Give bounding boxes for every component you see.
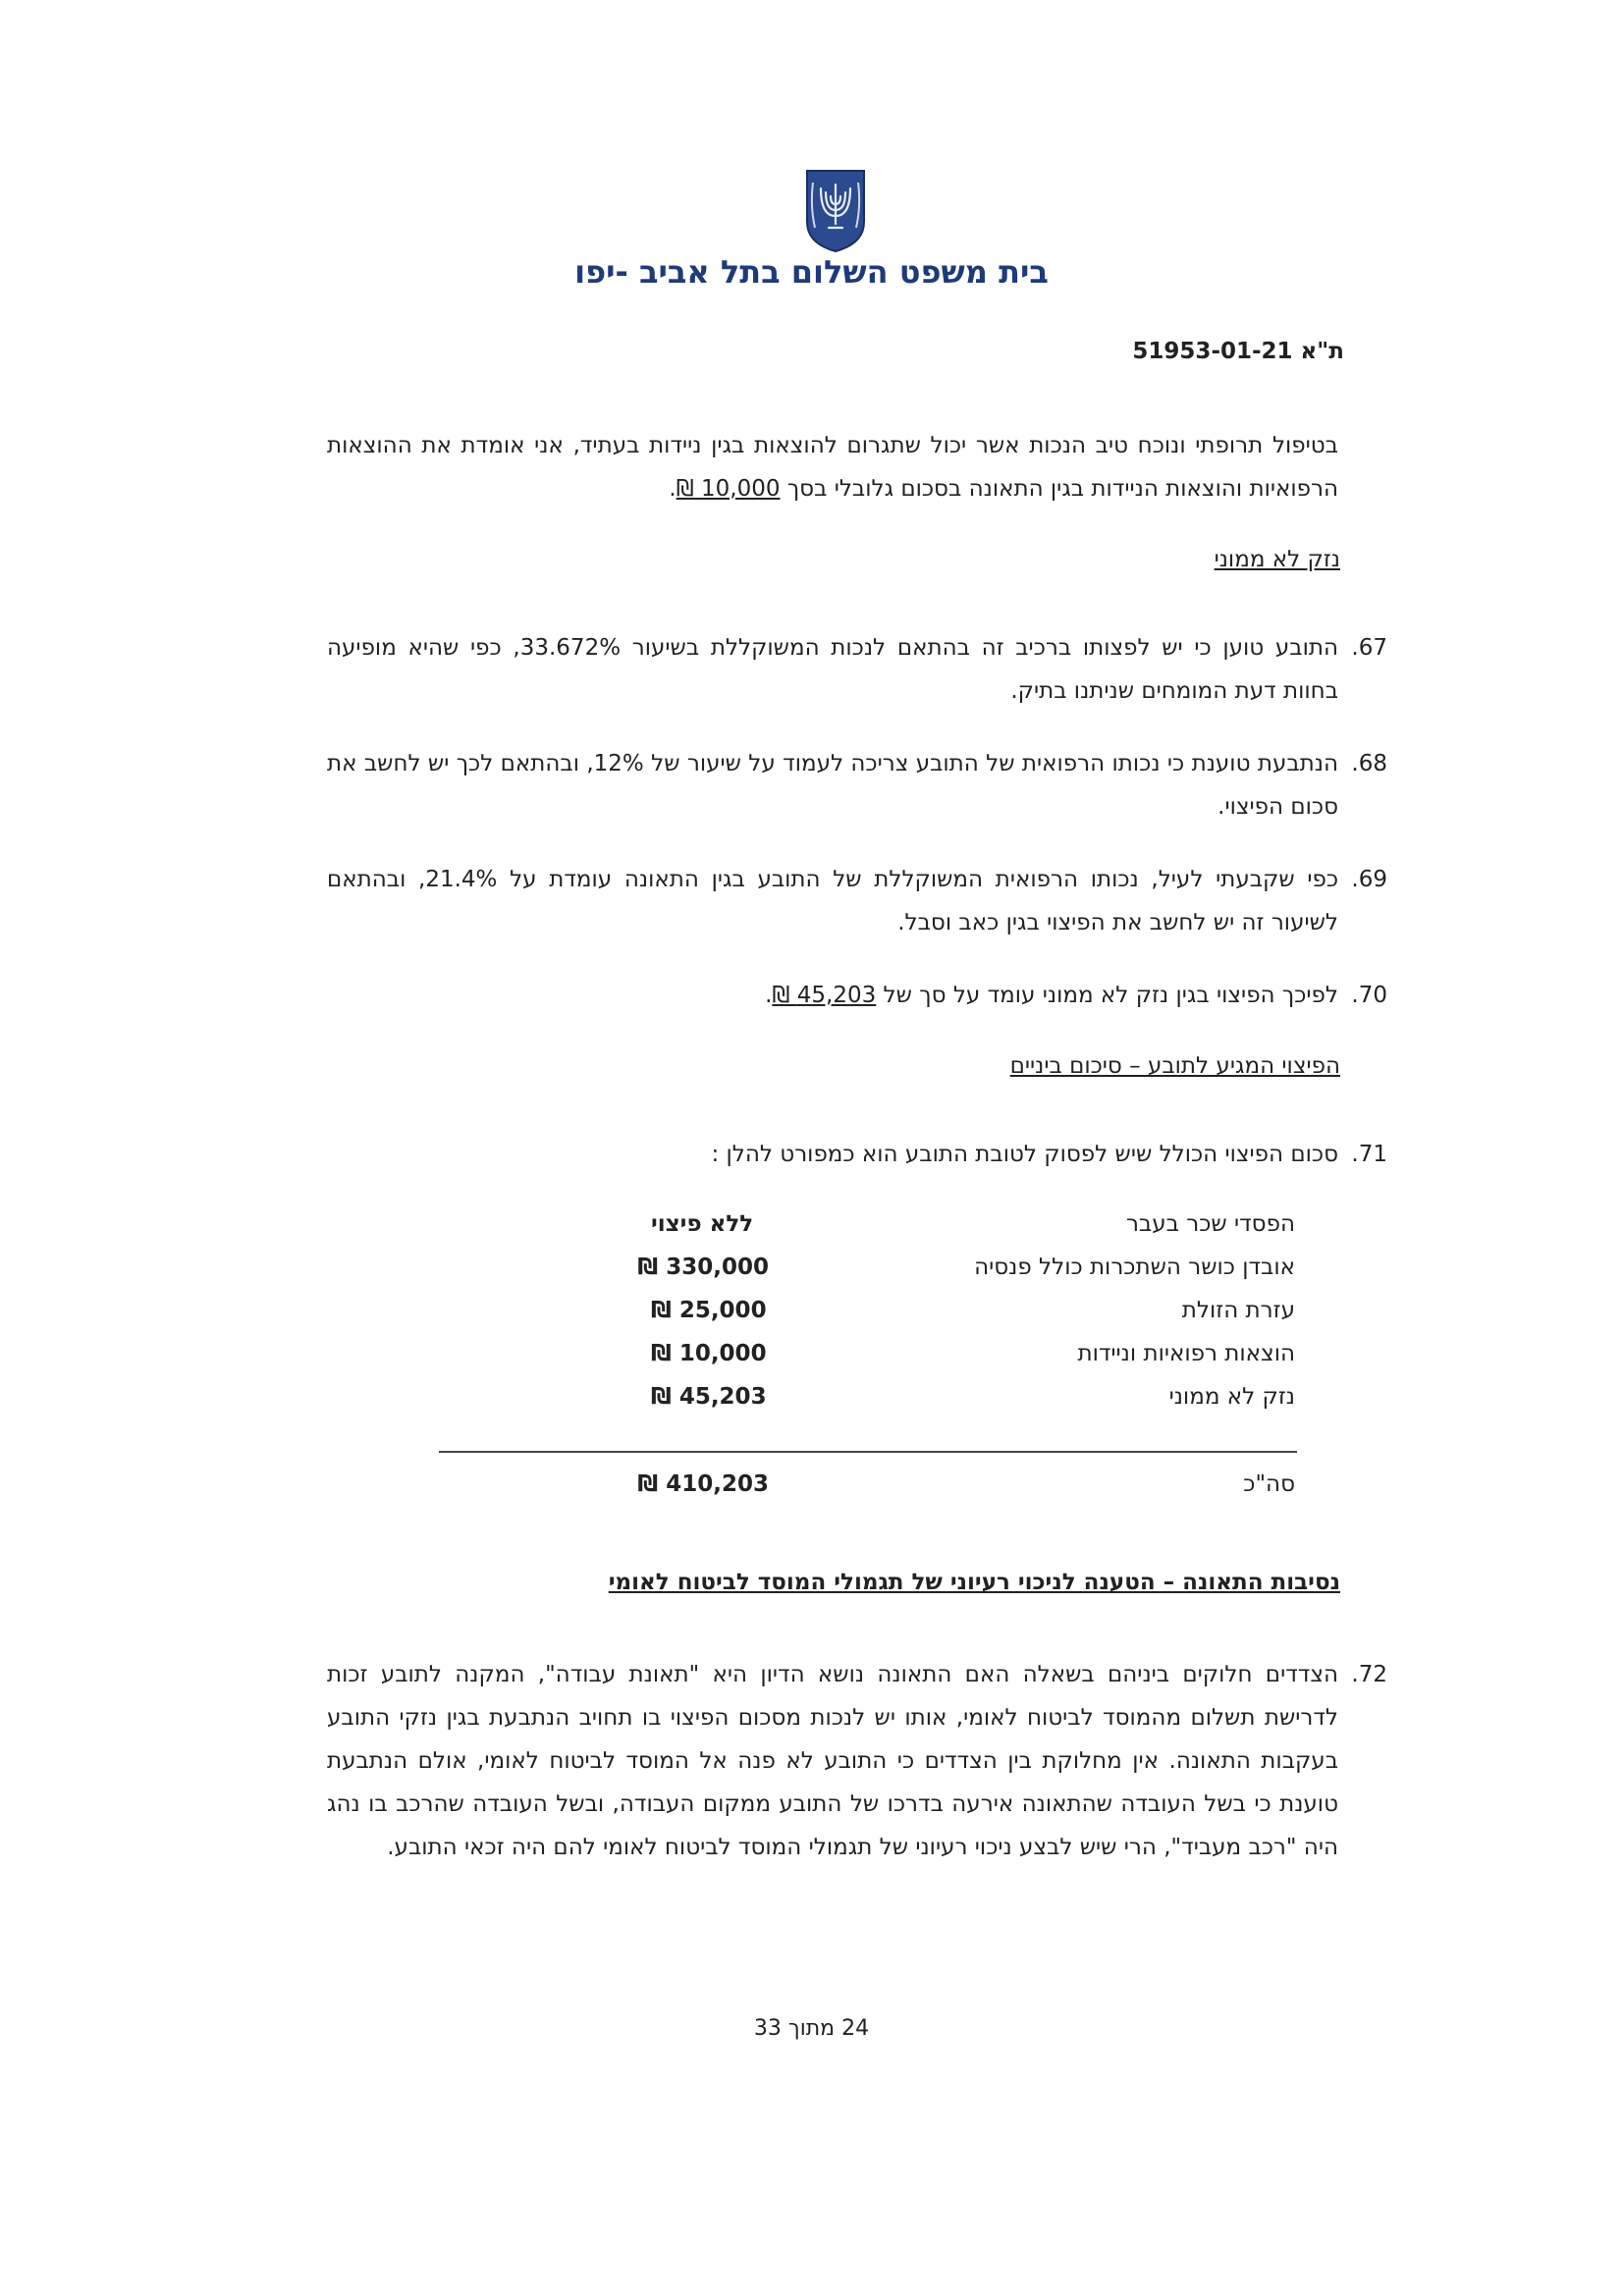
table-row (0, 1211, 1623, 1251)
table-row-value: 45,203 ₪ (651, 1384, 767, 1410)
intro-paragraph (327, 424, 1338, 510)
paragraph-text: לפיכך הפיצוי בגין נזק לא ממוני עומד על סך של (876, 983, 1338, 1008)
paragraph-69 (327, 858, 1387, 944)
table-total-label: סה"כ (1243, 1471, 1295, 1497)
table-row-label: הוצאות רפואיות וניידות (1077, 1341, 1295, 1366)
paragraph-number: 67. (1351, 635, 1387, 661)
section-heading-non-monetary: נזק לא ממוני (1214, 547, 1340, 572)
section-heading-summary: הפיצוי המגיע לתובע – סיכום ביניים (1009, 1053, 1340, 1079)
intro-text: בטיפול תרופתי ונוכח טיב הנכות אשר יכול שתגרום להוצאות בגין ניידות בעתיד, אני אומדת את ההוצאות הרפואיות והוצאות הניידות בגין התאונה בסכום גלובלי בסך (327, 433, 1338, 502)
table-row (0, 1341, 1623, 1380)
table-row-label: הפסדי שכר בעבר (1125, 1211, 1295, 1237)
paragraph-text: הנתבעת טוענת כי נכותו הרפואית של התובע צריכה לעמוד על שיעור של 12%, ובהתאם לכך יש לחשב את סכום הפיצוי. (327, 751, 1338, 820)
paragraph-number: 68. (1351, 751, 1387, 776)
paragraph-70 (327, 974, 1387, 1017)
table-row (0, 1384, 1623, 1423)
intro-text-end: . (669, 476, 676, 502)
paragraph-71 (327, 1133, 1387, 1176)
table-total-row (0, 1471, 1623, 1511)
paragraph-67 (327, 626, 1387, 713)
table-row-label: אובדן כושר השתכרות כולל פנסיה (974, 1255, 1295, 1280)
court-name: בית משפט השלום בתל אביב -יפו (574, 253, 1049, 291)
table-row (0, 1298, 1623, 1337)
paragraph-70-amount: 45,203 ₪ (772, 983, 877, 1008)
table-row-label: עזרת הזולת (1181, 1298, 1295, 1323)
paragraph-text: התובע טוען כי יש לפצותו ברכיב זה בהתאם לנכות המשוקללת בשיעור 33.672%, כפי שהיא מופיעה בחוות דעת המומחים שניתנו בתיק. (327, 635, 1339, 704)
paragraph-text: הצדדים חלוקים ביניהם בשאלה האם התאונה נושא הדיון היא "תאונת עבודה", המקנה לתובע זכות לדרישת תשלום מהמוסד לביטוח לאומי, אותו יש לנכות מסכום הפיצוי בו תחויב הנתבעת בגין נזקי התובע בעקבות התאונה. אין מחלוקת בין הצדדים כי התובע לא פנה אל המוסד לביטוח לאומי, אולם הנתבעת טוענת כי בשל העובדה שהתאונה אירעה בדרכו של התובע ממקום העבודה, ובשל העובדה שהרכב בו נהג היה "רכב מעביד", הרי שיש לבצע ניכוי רעיוני של תגמולי המוסד לביטוח לאומי להם היה זכאי התובע. (327, 1662, 1338, 1860)
paragraph-number: 70. (1351, 983, 1387, 1008)
table-row-value: 25,000 ₪ (651, 1298, 767, 1323)
paragraph-72 (327, 1653, 1387, 1869)
table-divider (439, 1451, 1297, 1453)
table-row (0, 1255, 1623, 1294)
table-row-value: 330,000 ₪ (637, 1255, 769, 1280)
paragraph-number: 71. (1351, 1142, 1387, 1167)
table-total-value: 410,203 ₪ (637, 1471, 769, 1497)
table-row-label: נזק לא ממוני (1168, 1384, 1295, 1410)
page-number: 24 מתוך 33 (753, 2016, 870, 2041)
paragraph-text-end: . (765, 983, 773, 1008)
paragraph-number: 72. (1351, 1662, 1387, 1687)
table-row-value: 10,000 ₪ (651, 1341, 767, 1366)
paragraph-68 (327, 742, 1387, 828)
case-number: ת"א 51953-01-21 (1132, 339, 1344, 364)
table-row-value: ללא פיצוי (651, 1211, 754, 1237)
paragraph-number: 69. (1351, 867, 1387, 892)
intro-amount: 10,000 ₪ (676, 476, 781, 502)
paragraph-text: כפי שקבעתי לעיל, נכותו הרפואית המשוקללת של התובע בגין התאונה עומדת על 21.4%, ובהתאם לשיעור זה יש לחשב את הפיצוי בגין כאב וסבל. (327, 867, 1339, 935)
section-heading-circumstances: נסיבות התאונה – הטענה לניכוי רעיוני של תגמולי המוסד לביטוח לאומי (608, 1570, 1340, 1595)
paragraph-text: סכום הפיצוי הכולל שיש לפסוק לטובת התובע הוא כמפורט להלן : (711, 1142, 1338, 1167)
state-emblem-icon (801, 167, 870, 253)
